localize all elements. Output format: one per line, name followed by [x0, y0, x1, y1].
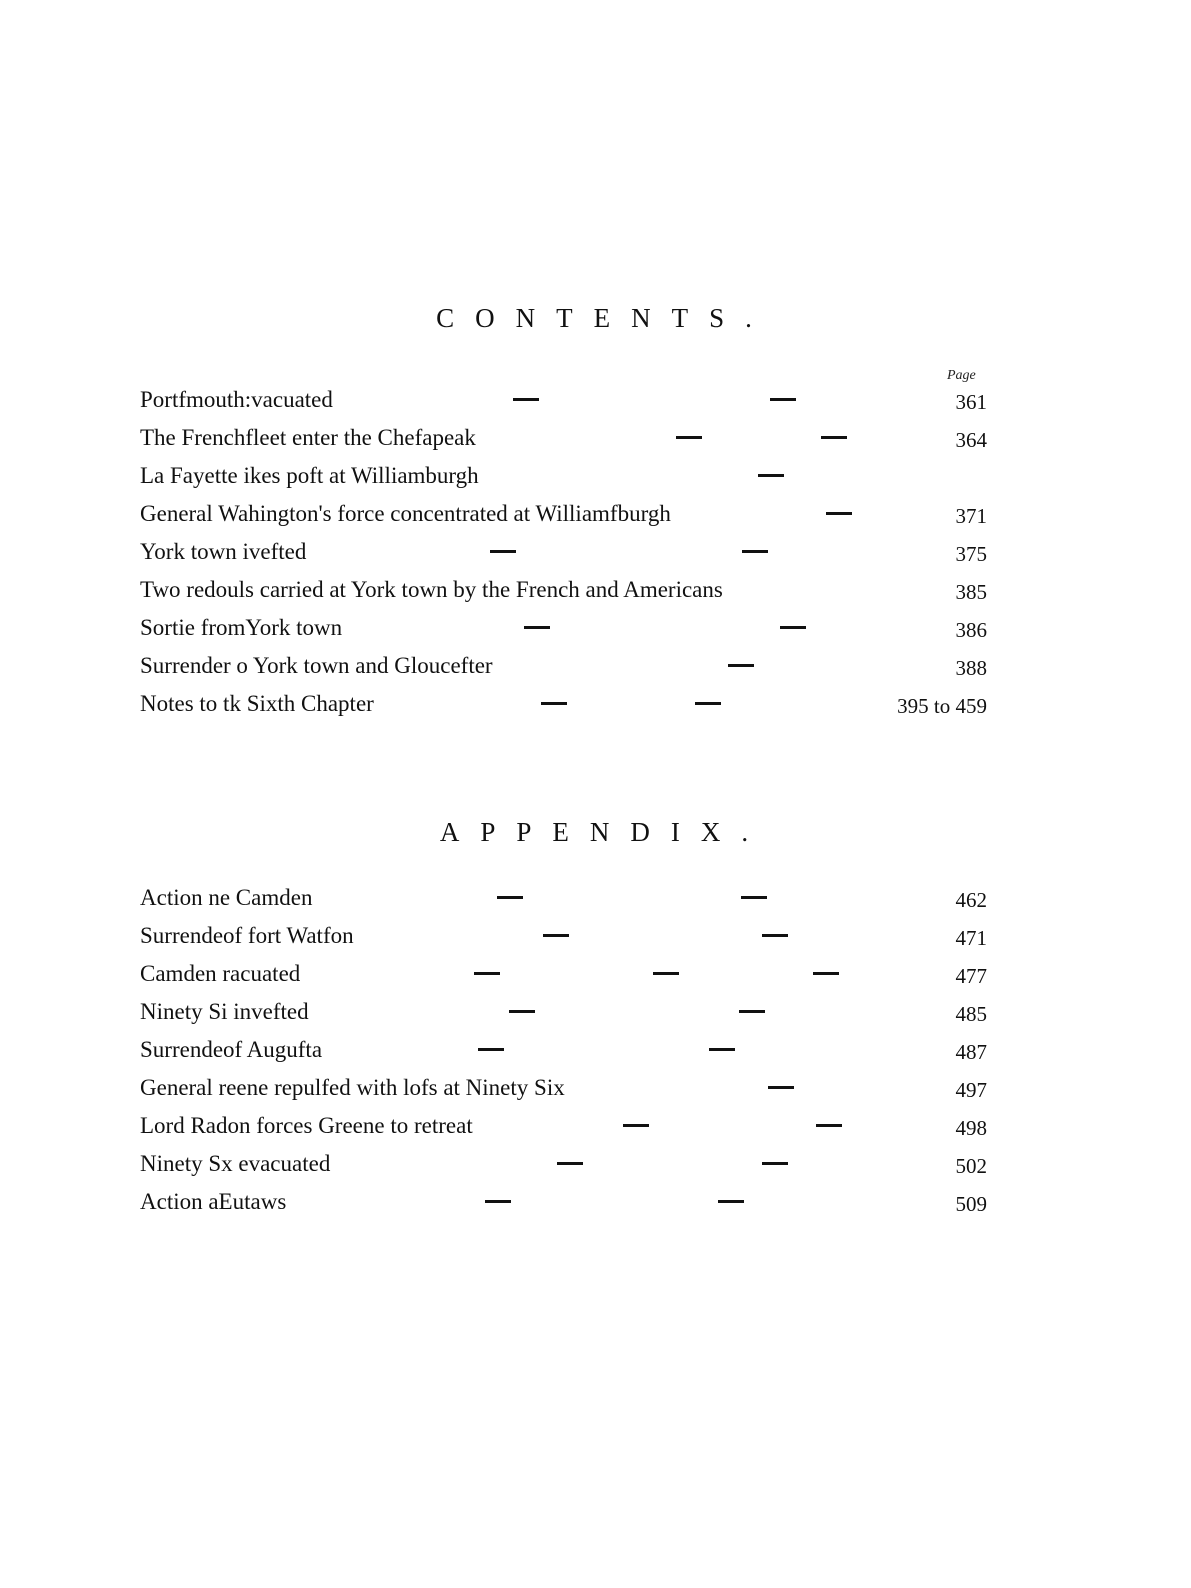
leader-dash	[497, 896, 523, 899]
appendix-entry	[0, 1187, 1191, 1227]
leader-dash	[741, 896, 767, 899]
entry-title: Surrendeof fort Watfon	[140, 923, 354, 948]
leader-dash	[758, 474, 784, 477]
entry-page: 471	[955, 926, 987, 950]
entry-page: 487	[955, 1040, 987, 1064]
entry-title: Ninety Sx evacuated	[140, 1151, 331, 1176]
leader-dash	[813, 972, 839, 975]
entry-page: 388	[955, 656, 987, 680]
appendix-entry	[0, 1111, 1191, 1151]
leader-dash	[557, 1162, 583, 1165]
entry-title: York town ivefted	[140, 539, 307, 564]
appendix-entry	[0, 883, 1191, 923]
page-column-label: Page	[947, 368, 976, 383]
leader-dash	[821, 436, 847, 439]
appendix-entry	[0, 1035, 1191, 1075]
entry-page: 385	[955, 580, 987, 604]
entry-page: 498	[955, 1116, 987, 1140]
entry-page: 509	[955, 1192, 987, 1216]
leader-dash	[770, 398, 796, 401]
entry-title: Surrender o York town and Gloucefter	[140, 653, 493, 678]
contents-entry	[0, 613, 1191, 653]
entry-title: Lord Radon forces Greene to retreat	[140, 1113, 473, 1138]
leader-dash	[623, 1124, 649, 1127]
contents-entry	[0, 537, 1191, 577]
leader-dash	[541, 702, 567, 705]
leader-dash	[762, 934, 788, 937]
appendix-entry	[0, 921, 1191, 961]
entry-page: 375	[955, 542, 987, 566]
leader-dash	[513, 398, 539, 401]
leader-dash	[676, 436, 702, 439]
entry-title: Sortie fromYork town	[140, 615, 343, 640]
entry-page: 502	[955, 1154, 987, 1178]
leader-dash	[739, 1010, 765, 1013]
entry-title: Ninety Si invefted	[140, 999, 309, 1024]
leader-dash	[780, 626, 806, 629]
appendix-entry	[0, 1073, 1191, 1113]
leader-dash	[509, 1010, 535, 1013]
leader-dash	[816, 1124, 842, 1127]
entry-title: Portfmouth:vacuated	[140, 387, 333, 412]
contents-entry	[0, 385, 1191, 425]
appendix-heading: APPENDIX.	[439, 817, 770, 847]
contents-entry	[0, 499, 1191, 539]
leader-dash	[490, 550, 516, 553]
contents-entry	[0, 461, 1191, 501]
entry-page: 485	[955, 1002, 987, 1026]
appendix-entry	[0, 1149, 1191, 1189]
leader-dash	[653, 972, 679, 975]
leader-dash	[742, 550, 768, 553]
contents-heading: CONTENTS.	[436, 303, 773, 333]
leader-dash	[728, 664, 754, 667]
entry-title: Notes to tk Sixth Chapter	[140, 691, 374, 716]
entry-title: Two redouls carried at York town by the French and Americans	[140, 577, 723, 602]
entry-title: Surrendeof Augufta	[140, 1037, 323, 1062]
contents-entry	[0, 575, 1191, 615]
entry-title: Camden racuated	[140, 961, 301, 986]
contents-entry	[0, 689, 1191, 729]
entry-page: 386	[955, 618, 987, 642]
entry-page: 462	[955, 888, 987, 912]
leader-dash	[762, 1162, 788, 1165]
leader-dash	[695, 702, 721, 705]
entry-title: La Fayette ikes poft at Williamburgh	[140, 463, 479, 488]
leader-dash	[718, 1200, 744, 1203]
leader-dash	[524, 626, 550, 629]
entry-page: 477	[955, 964, 987, 988]
entry-page: 395 to 459	[897, 694, 987, 718]
leader-dash	[485, 1200, 511, 1203]
entry-page: 497	[955, 1078, 987, 1102]
leader-dash	[826, 512, 852, 515]
entry-title: Action aEutaws	[140, 1189, 287, 1214]
entry-title: General Wahington's force concentrated at Williamfburgh	[140, 501, 671, 526]
entry-title: General reene repulfed with lofs at Ninety Six	[140, 1075, 565, 1100]
appendix-entry	[0, 959, 1191, 999]
leader-dash	[543, 934, 569, 937]
leader-dash	[474, 972, 500, 975]
leader-dash	[709, 1048, 735, 1051]
leader-dash	[768, 1086, 794, 1089]
contents-entry	[0, 423, 1191, 463]
entry-title: The Frenchfleet enter the Chefapeak	[140, 425, 476, 450]
entry-title: Action ne Camden	[140, 885, 313, 910]
entry-page: 361	[955, 390, 987, 414]
entry-page: 364	[955, 428, 987, 452]
leader-dash	[478, 1048, 504, 1051]
appendix-entry	[0, 997, 1191, 1037]
entry-page: 371	[955, 504, 987, 528]
contents-entry	[0, 651, 1191, 691]
